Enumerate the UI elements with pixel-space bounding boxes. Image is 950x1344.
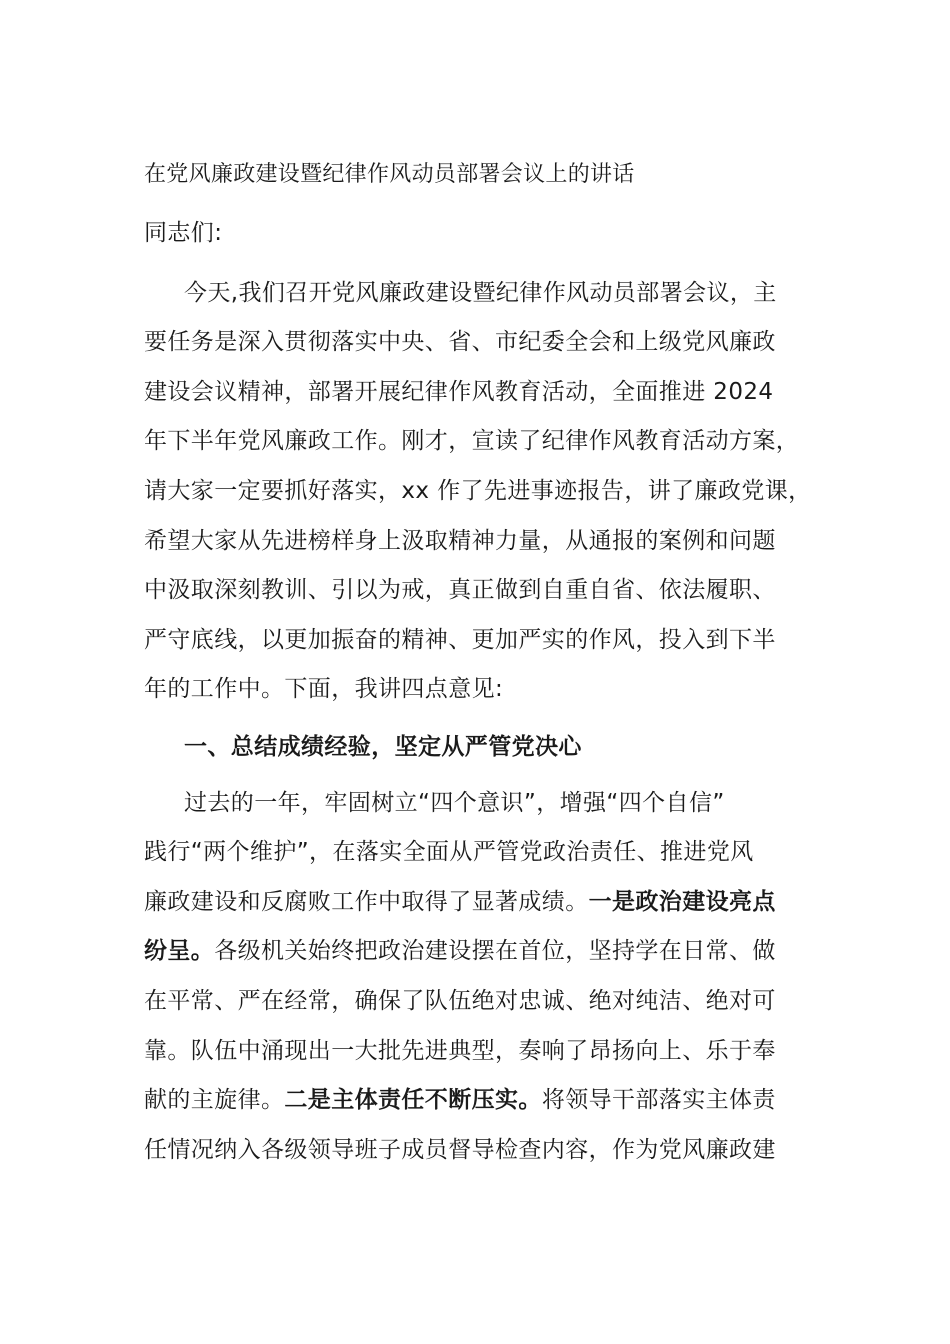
salutation: 同志们:	[144, 220, 223, 246]
section-paragraph	[144, 779, 820, 1176]
paragraph-line	[144, 927, 820, 977]
paragraph-line: 严守底线，以更加振奋的精神、更加严实的作风，投入到下半	[144, 626, 776, 653]
paragraph-text: 廉政建设和反腐败工作中取得了显著成绩。	[144, 888, 589, 915]
document-title: 在党风廉政建设暨纪律作风动员部署会议上的讲话	[144, 162, 635, 187]
paragraph-line: 请大家一定要抓好落实，xx 作了先进事迹报告，讲了廉政党课，	[144, 477, 812, 504]
paragraph-line: 过去的一年，牢固树立“四个意识”，增强“四个自信”	[184, 789, 725, 816]
intro-paragraph	[144, 269, 820, 715]
paragraph-line: 中汲取深刻教训、引以为戒，真正做到自重自省、依法履职、	[144, 577, 776, 604]
bold-lead-point-one: 一是政治建设亮点	[588, 888, 776, 915]
paragraph-line	[144, 878, 820, 928]
paragraph-text: 献的主旋律。	[144, 1087, 285, 1114]
paragraph-line: 靠。队伍中涌现出一大批先进典型，奏响了昂扬向上、乐于奉	[144, 1037, 776, 1064]
bold-lead-point-two: 二是主体责任不断压实。	[284, 1087, 542, 1114]
document-body	[144, 151, 820, 1175]
section-heading: 一、总结成绩经验，坚定从严管党决心	[184, 733, 582, 760]
paragraph-line: 年的工作中。下面，我讲四点意见:	[144, 676, 504, 703]
paragraph-text: 各级机关始终把政治建设摆在首位，坚持学在日常、做	[214, 938, 776, 965]
bold-lead-point-one-end: 纷呈。	[144, 938, 215, 965]
paragraph-line: 在平常、严在经常，确保了队伍绝对忠诚、绝对纯洁、绝对可	[144, 987, 776, 1014]
paragraph-line: 建设会议精神，部署开展纪律作风教育活动，全面推进 2024	[144, 378, 774, 405]
paragraph-line: 年下半年党风廉政工作。刚才，宣读了纪律作风教育活动方案，	[144, 428, 800, 455]
paragraph-line: 要任务是深入贯彻落实中央、省、市纪委全会和上级党风廉政	[144, 329, 776, 356]
paragraph-text: 将领导干部落实主体责	[541, 1087, 776, 1114]
paragraph-line: 希望大家从先进榜样身上汲取精神力量，从通报的案例和问题	[144, 527, 776, 554]
paragraph-line	[144, 1076, 820, 1126]
paragraph-line: 践行“两个维护”，在落实全面从严管党政治责任、推进党风	[144, 839, 754, 866]
paragraph-line: 今天,我们召开党风廉政建设暨纪律作风动员部署会议，主	[184, 279, 777, 306]
paragraph-line: 任情况纳入各级领导班子成员督导检查内容，作为党风廉政建	[144, 1136, 776, 1163]
